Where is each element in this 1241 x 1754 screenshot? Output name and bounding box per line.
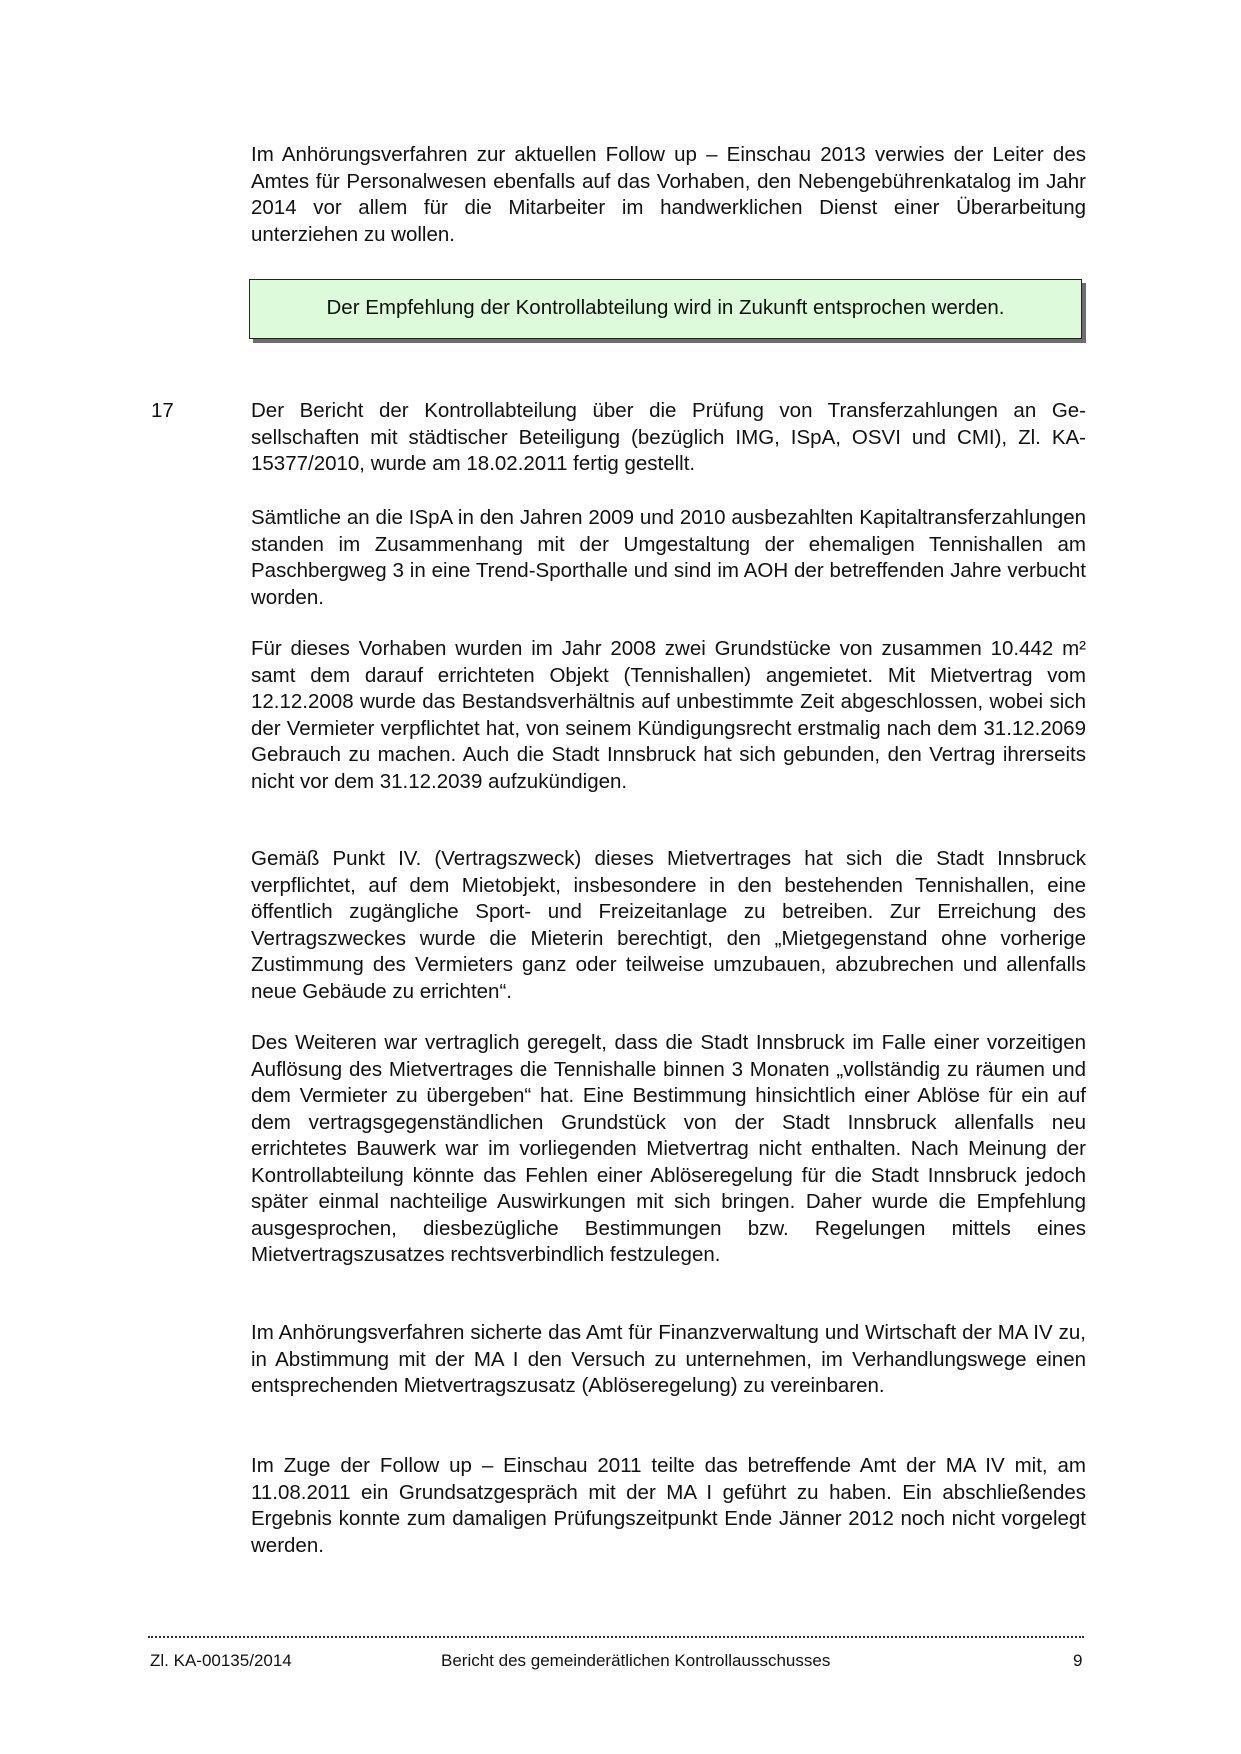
footer-reference: Zl. KA-00135/2014 [150, 1651, 292, 1670]
paragraph-hearing-2013: Im Anhörungsverfahren zur aktuellen Follow up – Einschau 2013 verwies der Leiter des Amtes für Personalwesen ebenfalls auf das Vorhaben, den Nebengebührenkatalog im Jahr 2014 vor allem für die Mitarbeiter im handwerklichen Dienst einer Überarbeitung unterziehen zu wollen. [251, 143, 1086, 246]
recommendation-text: Der Empfehlung der Kontrollabteilung wird in Zukunft entsprochen werden. [326, 296, 1005, 319]
paragraph-lease-details: Für dieses Vorhaben wurden im Jahr 2008 zwei Grundstücke von zusammen 10.442 m² samt dem darauf errichteten Objekt (Tennishallen) angemietet. Mit Mietvertrag vom 12.12.2008 wurde das Bestandsverhältnis auf unbestimmte Zeit abgeschlossen, wobei sich der Vermieter verpflichtet hat, von seinem Kündigungsrecht erstmalig nach dem 31.12.2069 Gebrauch zu machen. Auch die Stadt Innsbruck hat sich gebunden, den Vertrag ihrerseits nicht vor dem 31.12.2039 aufzukündigen. [251, 637, 1086, 793]
paragraph-followup-2011: Im Zuge der Follow up – Einschau 2011 teilte das betreffende Amt der MA IV mit, am 11.08.2011 ein Grundsatzgespräch mit der MA I geführt zu haben. Ein abschließendes Ergebnis konnte zum damaligen Prüfungszeitpunkt Ende Jänner 2012 noch nicht vorgelegt werden. [251, 1454, 1086, 1557]
item-number: 17 [151, 399, 174, 422]
page-number: 9 [1073, 1651, 1083, 1670]
paragraph-capital-transfers: Sämtliche an die ISpA in den Jahren 2009 und 2010 ausbezahlten Kapitaltransferzahlungen standen im Zusammenhang mit der Umgestaltung der ehemaligen Tennishallen am Paschbergweg 3 in eine Trend-Sporthalle und sind im AOH der betreffenden Jahre verbucht worden. [251, 506, 1086, 609]
footer-title: Bericht des gemeinderätlichen Kontrollausschusses [441, 1651, 831, 1670]
paragraph-termination-terms: Des Weiteren war vertraglich geregelt, dass die Stadt Innsbruck im Falle einer vorzeitigen Auflösung des Mietvertrages die Tennishalle binnen 3 Monaten „vollständig zu räumen und dem Vermieter zu übergeben“ hat. Eine Bestimmung hinsichtlich einer Ablöse für ein auf dem vertragsgegenständlichen Grundstück von der Stadt Innsbruck allenfalls neu errichtetes Bauwerk war im vorliegenden Mietvertrag nicht enthalten. Nach Meinung der Kontrollabteilung könnte das Fehlen einer Ablöseregelung für die Stadt Innsbruck jedoch später einmal nachteilige Auswirkungen mit sich bringen. Daher wurde die Empfehlung ausgesprochen, diesbezügliche Bestimmungen bzw. Regelungen mittels eines Mietvertragszusatzes rechtsverbindlich festzulegen. [251, 1031, 1086, 1266]
paragraph-report-intro: Der Bericht der Kontrollabteilung über die Prüfung von Transferzahlungen an Gesellschaften mit städtischer Beteiligung (bezüglich IMG, ISpA, OSVI und CMI), Zl. KA-15377/2010, wurde am 18.02.2011 fertig gestellt. [251, 399, 1086, 475]
footer-divider [148, 1636, 1084, 1638]
paragraph-hearing-finance: Im Anhörungsverfahren sicherte das Amt für Finanzverwaltung und Wirtschaft der MA IV zu, in Abstimmung mit der MA I den Versuch zu unternehmen, im Verhandlungswege einen entsprechenden Mietvertragszusatz (Ablöseregelung) zu vereinbaren. [251, 1321, 1086, 1397]
paragraph-lease-purpose: Gemäß Punkt IV. (Vertragszweck) dieses Mietvertrages hat sich die Stadt Innsbruck verpflichtet, auf dem Mietobjekt, insbesondere in den bestehenden Tennishallen, eine öffentlich zugängliche Sport- und Freizeitanlage zu betreiben. Zur Erreichung des Vertragszweckes wurde die Mieterin berechtigt, den „Mietgegenstand ohne vorherige Zustimmung des Vermieters ganz oder teilweise umzubauen, abzubrechen und allenfalls neue Gebäude zu errichten“. [251, 847, 1086, 1003]
recommendation-box [249, 279, 1082, 339]
